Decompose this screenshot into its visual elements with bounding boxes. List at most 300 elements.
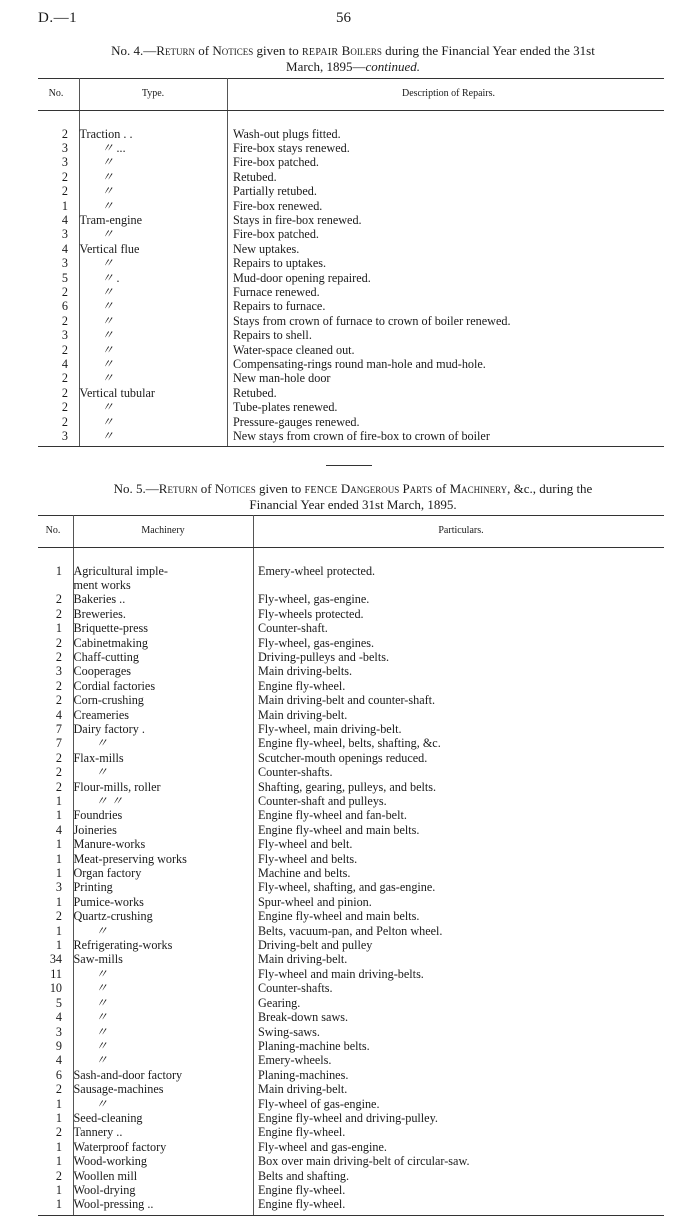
row-count: 1	[55, 837, 62, 852]
table-row	[38, 1082, 664, 1096]
row-count: 2	[55, 1168, 62, 1183]
row-description: Fly-wheel and gas-engine.	[258, 1139, 387, 1154]
row-count: 7	[55, 721, 62, 736]
row-count: 2	[61, 385, 68, 400]
row-description: Engine fly-wheel.	[258, 1182, 346, 1197]
row-count: 1	[55, 866, 62, 881]
table-row	[38, 765, 664, 779]
table-row	[38, 328, 664, 342]
row-count: 2	[61, 400, 68, 415]
row-type: Sash-and-door factory	[73, 1068, 253, 1082]
table5-caption	[42, 482, 664, 512]
row-count: 3	[61, 155, 68, 170]
row-description: Furnace renewed.	[233, 284, 320, 299]
row-description: Fly-wheel and main driving-belts.	[258, 966, 424, 981]
row-description: Belts and shafting.	[258, 1168, 350, 1183]
row-count: 2	[55, 1125, 62, 1140]
row-type: 〃	[73, 1097, 253, 1111]
col-header-description: Description of Repairs.	[233, 79, 664, 111]
row-description: Fire-box patched.	[233, 227, 319, 242]
row-count: 3	[55, 880, 62, 895]
table-row	[38, 213, 664, 227]
row-type: Briquette-press	[73, 621, 253, 635]
row-description: Fly-wheel, gas-engine.	[258, 592, 370, 607]
row-description: Counter-shafts.	[258, 765, 333, 780]
row-type: 〃	[73, 1053, 253, 1067]
row-type: Refrigerating-works	[73, 938, 253, 952]
row-type: Creameries	[73, 708, 253, 722]
row-description: Spur-wheel and pinion.	[258, 894, 372, 909]
row-description: Driving-belt and pulley	[258, 938, 373, 953]
row-type: 〃 ...	[79, 141, 227, 155]
row-description: Engine fly-wheel.	[258, 1197, 664, 1215]
row-count: 2	[55, 693, 62, 708]
table-row	[38, 679, 664, 693]
row-description: Main driving-belt.	[258, 952, 348, 967]
page-number: 56	[336, 10, 351, 26]
row-type: 〃	[73, 996, 253, 1010]
row-type: 〃	[79, 184, 227, 198]
row-count: 4	[61, 212, 68, 227]
row-count: 10	[49, 981, 62, 996]
row-type: 〃	[79, 227, 227, 241]
row-description: Scutcher-mouth openings reduced.	[258, 750, 428, 765]
row-count: 3	[55, 664, 62, 679]
row-count: 2	[55, 678, 62, 693]
table-row	[38, 1039, 664, 1053]
row-count: 2	[55, 649, 62, 664]
row-type: Waterproof factory	[73, 1140, 253, 1154]
row-type: Wood-working	[73, 1154, 253, 1168]
table-row	[38, 285, 664, 299]
machinery-table	[38, 515, 664, 1216]
row-count: 2	[55, 1082, 62, 1097]
row-count: 1	[55, 923, 62, 938]
row-type: Pumice-works	[73, 895, 253, 909]
row-description: Counter-shaft and pulleys.	[258, 794, 387, 808]
table-row	[38, 693, 664, 707]
row-description: Box over main driving-belt of circular-saw.	[258, 1154, 470, 1169]
table-header-row	[38, 516, 664, 548]
table-row	[38, 981, 664, 995]
row-type: Flour-mills, roller	[73, 780, 253, 794]
row-type: Cordial factories	[73, 679, 253, 693]
row-description: Pressure-gauges renewed.	[233, 414, 360, 429]
table-row	[38, 895, 664, 909]
table-row	[38, 823, 664, 837]
table-row	[38, 299, 664, 313]
table-row	[38, 184, 664, 198]
caption-word: Boilers	[341, 43, 382, 58]
row-description: Engine fly-wheel and fan-belt.	[258, 808, 407, 823]
table-row	[38, 794, 664, 808]
row-type: 〃	[73, 1025, 253, 1039]
row-count: 3	[61, 256, 68, 271]
row-description: Retubed.	[233, 169, 277, 184]
table-row	[38, 155, 664, 169]
row-count: 2	[55, 606, 62, 621]
row-description: Repairs to furnace.	[233, 299, 326, 314]
row-count: 1	[38, 1197, 68, 1215]
table-row	[38, 1010, 664, 1024]
row-type: 〃 .	[79, 271, 227, 285]
caption-word: Notices	[212, 43, 254, 58]
table-row	[38, 343, 664, 357]
row-description: Planing-machine belts.	[258, 1038, 370, 1053]
table-row	[38, 909, 664, 923]
row-count: 6	[61, 299, 68, 314]
row-count: 3	[38, 429, 74, 447]
table-row	[38, 1097, 664, 1111]
caption-word: of	[194, 43, 213, 58]
row-type: Meat-preserving works	[73, 852, 253, 866]
row-type: Seed-cleaning	[73, 1111, 253, 1125]
row-type: Printing	[73, 880, 253, 894]
row-count: 3	[61, 140, 68, 155]
row-type: 〃 〃	[73, 794, 253, 808]
col-header-type: Type.	[79, 79, 227, 111]
row-description: Engine fly-wheel and main belts.	[258, 822, 420, 837]
row-count: 4	[55, 1010, 62, 1025]
row-type: Organ factory	[73, 866, 253, 880]
row-description: Fly-wheel, shafting, and gas-engine.	[258, 880, 436, 895]
table-row	[38, 1169, 664, 1183]
row-count: 2	[61, 169, 68, 184]
row-description: Break-down saws.	[258, 1010, 349, 1025]
row-description: Belts, vacuum-pan, and Pelton wheel.	[258, 923, 443, 938]
row-count: 2	[61, 184, 68, 199]
row-description	[258, 578, 664, 592]
table-row	[38, 708, 664, 722]
table-header-row	[38, 79, 664, 111]
table-row	[38, 808, 664, 822]
row-count: 3	[55, 1024, 62, 1039]
row-count: 2	[55, 765, 62, 780]
col-header-no: No.	[38, 516, 68, 548]
row-description: Fly-wheel, gas-engines.	[258, 635, 375, 650]
row-type: 〃	[79, 299, 227, 313]
row-type: Cabinetmaking	[73, 636, 253, 650]
table-row	[38, 429, 664, 447]
table4-caption-line2: March, 1895—	[286, 59, 366, 74]
row-description: Machine and belts.	[258, 866, 351, 881]
row-type: Woollen mill	[73, 1169, 253, 1183]
row-count: 1	[61, 198, 68, 213]
row-type: 〃	[79, 328, 227, 342]
row-count: 9	[55, 1038, 62, 1053]
table-row	[38, 564, 664, 578]
table-row	[38, 880, 664, 894]
row-description: Repairs to shell.	[233, 328, 312, 343]
row-type: Tram-engine	[79, 213, 227, 227]
row-count: 7	[55, 736, 62, 751]
table-row	[38, 996, 664, 1010]
col-header-machinery: Machinery	[73, 516, 253, 548]
table-row	[38, 141, 664, 155]
table-row	[38, 664, 664, 678]
row-description: Fly-wheel and belt.	[258, 837, 353, 852]
row-count: 4	[61, 357, 68, 371]
col-header-particulars: Particulars.	[258, 516, 664, 548]
row-count: 1	[55, 1110, 62, 1125]
table-row	[38, 1125, 664, 1139]
row-description: Counter-shafts.	[258, 981, 333, 996]
row-count: 2	[55, 750, 62, 765]
row-description: Driving-pulleys and -belts.	[258, 649, 389, 664]
caption-word: Dangerous Parts	[340, 481, 433, 496]
row-description: Emery-wheel protected.	[258, 563, 376, 578]
row-type: Wool-drying	[73, 1183, 253, 1197]
row-count: 2	[61, 284, 68, 299]
row-type: 〃	[79, 415, 227, 429]
row-count: 4	[55, 707, 62, 722]
table-row	[38, 607, 664, 621]
row-description: Planing-machines.	[258, 1067, 349, 1082]
table-row	[38, 242, 664, 256]
row-description: Fly-wheel, main driving-belt.	[258, 721, 402, 736]
row-count	[38, 578, 68, 592]
table-row	[38, 1068, 664, 1082]
row-description: Wash-out plugs fitted.	[233, 126, 341, 141]
caption-word: FENCE	[304, 485, 338, 496]
row-count: 1	[55, 894, 62, 909]
row-count: 2	[61, 313, 68, 328]
row-count: 1	[55, 1154, 62, 1169]
row-type: Manure-works	[73, 837, 253, 851]
caption-word: given to	[253, 43, 302, 58]
row-description: Main driving-belt.	[258, 1082, 348, 1097]
table-row	[38, 1197, 664, 1215]
table-row	[38, 314, 664, 328]
row-count: 5	[55, 995, 62, 1010]
row-type: 〃	[79, 285, 227, 299]
row-count: 2	[55, 779, 62, 794]
table-row	[38, 386, 664, 400]
row-count: 34	[49, 952, 62, 967]
row-description: Repairs to uptakes.	[233, 256, 327, 271]
table-row	[38, 621, 664, 635]
row-type: Joineries	[73, 823, 253, 837]
row-count: 2	[55, 592, 62, 607]
row-description: Fire-box stays renewed.	[233, 140, 350, 155]
table-row	[38, 722, 664, 736]
caption-word: Return	[158, 481, 198, 496]
table-row	[38, 967, 664, 981]
table-row	[38, 938, 664, 952]
row-description: Stays from crown of furnace to crown of boiler renewed.	[233, 313, 511, 328]
row-type: 〃	[79, 343, 227, 357]
table-row	[38, 199, 664, 213]
caption-word: given to	[255, 481, 305, 496]
row-description: Stays in fire-box renewed.	[233, 212, 362, 227]
row-type: Foundries	[73, 808, 253, 822]
table-row	[38, 952, 664, 966]
row-count: 11	[50, 966, 62, 981]
row-description: Compensating-rings round man-hole and mud-hole.	[233, 357, 486, 371]
row-type: 〃	[79, 155, 227, 169]
table-row	[38, 924, 664, 938]
table-row	[38, 256, 664, 270]
row-type: Traction . .	[79, 127, 227, 141]
table-row	[38, 371, 664, 385]
row-type: 〃	[79, 256, 227, 270]
table4-caption-prefix: No. 4.—	[111, 43, 157, 58]
table-row	[38, 170, 664, 184]
row-count: 3	[61, 328, 68, 343]
table-row	[38, 1111, 664, 1125]
row-description: Mud-door opening repaired.	[233, 270, 371, 285]
row-type: ment works	[73, 578, 253, 592]
row-description: Engine fly-wheel and driving-pulley.	[258, 1110, 438, 1125]
table-row	[38, 227, 664, 241]
row-count: 1	[55, 1182, 62, 1197]
row-type: 〃	[79, 429, 227, 447]
table-row	[38, 1025, 664, 1039]
table-row	[38, 736, 664, 750]
row-count: 2	[61, 126, 68, 141]
row-type: Bakeries ..	[73, 592, 253, 606]
caption-word: of	[197, 481, 215, 496]
table-row	[38, 1183, 664, 1197]
table-row	[38, 1053, 664, 1067]
row-type: 〃	[79, 371, 227, 385]
row-description: Engine fly-wheel and main belts.	[258, 909, 420, 924]
table-row	[38, 400, 664, 414]
row-type: Flax-mills	[73, 751, 253, 765]
row-count: 6	[55, 1067, 62, 1082]
row-count: 5	[61, 270, 68, 285]
row-type: Tannery ..	[73, 1125, 253, 1139]
row-type: 〃	[79, 314, 227, 328]
row-type: 〃	[73, 967, 253, 981]
row-type: 〃	[73, 981, 253, 995]
row-description: Tube-plates renewed.	[233, 400, 338, 415]
row-count: 1	[55, 794, 62, 808]
row-description: Retubed.	[233, 385, 277, 400]
table-row	[38, 837, 664, 851]
row-type: 〃	[73, 1010, 253, 1024]
row-count: 2	[61, 371, 68, 386]
row-count: 2	[55, 909, 62, 924]
row-type: Dairy factory .	[73, 722, 253, 736]
row-count: 4	[61, 241, 68, 256]
caption-word: Return	[156, 43, 195, 58]
row-description: Shafting, gearing, pulleys, and belts.	[258, 779, 437, 794]
row-description: Water-space cleaned out.	[233, 342, 355, 357]
row-type: Chaff-cutting	[73, 650, 253, 664]
table-row	[38, 415, 664, 429]
row-type: 〃	[79, 170, 227, 184]
caption-word: of	[432, 481, 450, 496]
section-code: D.—1	[38, 10, 78, 26]
table-row	[38, 578, 664, 592]
row-type: 〃	[73, 924, 253, 938]
row-count: 1	[55, 621, 62, 636]
row-description: Emery-wheels.	[258, 1053, 332, 1068]
row-count: 1	[55, 808, 62, 823]
caption-word: Machinery	[449, 481, 508, 496]
table-row	[38, 1140, 664, 1154]
table-row	[38, 636, 664, 650]
table-row	[38, 852, 664, 866]
row-description: New stays from crown of fire-box to crown of boiler	[233, 429, 664, 447]
row-type: 〃	[79, 400, 227, 414]
row-description: Partially retubed.	[233, 184, 317, 199]
row-type: 〃	[73, 736, 253, 750]
row-description: Engine fly-wheel.	[258, 1125, 346, 1140]
row-count: 2	[61, 414, 68, 429]
repairs-table	[38, 78, 664, 447]
row-description: Fly-wheel of gas-engine.	[258, 1096, 380, 1111]
row-description: New man-hole door	[233, 371, 331, 386]
table-row	[38, 592, 664, 606]
row-type: Agricultural imple-	[73, 564, 253, 578]
row-description: Counter-shaft.	[258, 621, 328, 636]
caption-word: , &c., during the	[507, 481, 593, 496]
table4-caption-continued: continued.	[365, 59, 420, 74]
row-type: 〃	[73, 765, 253, 779]
row-count: 1	[55, 938, 62, 953]
row-description: Main driving-belt.	[258, 707, 348, 722]
row-count: 1	[55, 1139, 62, 1154]
row-type: 〃	[73, 1039, 253, 1053]
row-description: Engine fly-wheel, belts, shafting, &c.	[258, 736, 441, 751]
table-row	[38, 271, 664, 285]
table-row	[38, 780, 664, 794]
row-type: Breweries.	[73, 607, 253, 621]
table-row	[38, 1154, 664, 1168]
row-count: 2	[61, 342, 68, 357]
row-description: Main driving-belt and counter-shaft.	[258, 693, 436, 708]
row-count: 1	[55, 851, 62, 866]
row-type: 〃	[79, 199, 227, 213]
row-description: Fly-wheels protected.	[258, 606, 364, 621]
row-type: Corn-crushing	[73, 693, 253, 707]
table-row	[38, 650, 664, 664]
row-description: Main driving-belts.	[258, 664, 353, 679]
row-count: 4	[55, 822, 62, 837]
row-count: 1	[55, 563, 62, 578]
table5-caption-line2: Financial Year ended 31st March, 1895.	[249, 497, 457, 512]
row-type: Quartz-crushing	[73, 909, 253, 923]
caption-word: REPAIR	[301, 47, 339, 58]
row-description: Fire-box renewed.	[233, 198, 323, 213]
row-type: Vertical tubular	[79, 386, 227, 400]
table4-caption	[42, 44, 664, 74]
row-description: Swing-saws.	[258, 1024, 320, 1039]
row-count: 1	[55, 1096, 62, 1111]
col-header-no: No.	[38, 79, 74, 111]
row-count: 2	[55, 635, 62, 650]
row-type: Cooperages	[73, 664, 253, 678]
row-description: Gearing.	[258, 995, 301, 1010]
caption-word: during the Financial Year ended the 31st	[381, 43, 595, 58]
table-row	[38, 751, 664, 765]
row-description: New uptakes.	[233, 241, 300, 256]
table-row	[38, 127, 664, 141]
table-row	[38, 866, 664, 880]
section-separator	[326, 465, 372, 466]
row-type: 〃	[79, 357, 227, 371]
row-count: 4	[55, 1053, 62, 1068]
row-count: 3	[61, 227, 68, 242]
row-description: Fly-wheel and belts.	[258, 851, 358, 866]
caption-word: Notices	[214, 481, 256, 496]
row-type: Vertical flue	[79, 242, 227, 256]
table5-caption-prefix: No. 5.—	[113, 481, 159, 496]
row-description: Fire-box patched.	[233, 155, 319, 170]
row-type: Sausage-machines	[73, 1082, 253, 1096]
